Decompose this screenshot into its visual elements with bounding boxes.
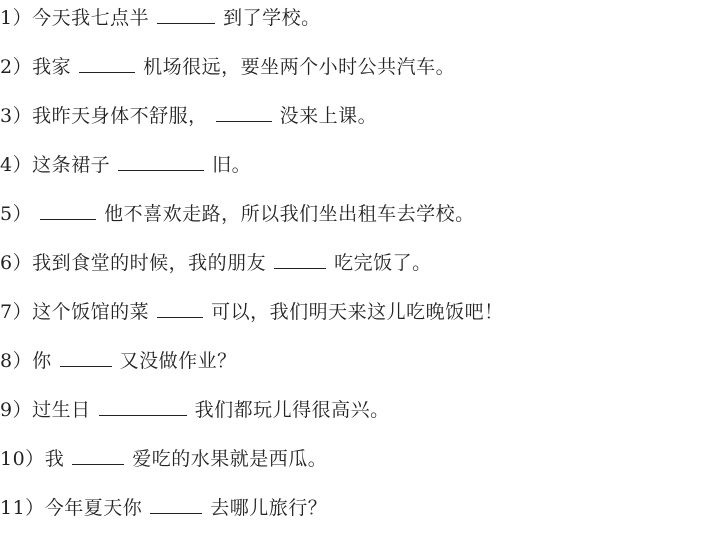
question-10 bbox=[0, 444, 327, 474]
question-text-before: 今天我七点半 bbox=[32, 7, 150, 29]
question-8 bbox=[0, 346, 237, 376]
question-text-before: 你 bbox=[32, 350, 52, 372]
question-number: 11） bbox=[0, 497, 45, 519]
question-11 bbox=[0, 493, 327, 523]
question-text-after: 没来上课。 bbox=[279, 105, 378, 127]
question-4 bbox=[0, 150, 251, 180]
question-text-before: 今年夏天你 bbox=[44, 497, 143, 519]
question-2 bbox=[0, 52, 455, 82]
question-text-after: 到了学校。 bbox=[223, 7, 321, 29]
answer-blank bbox=[216, 103, 272, 122]
question-number: 3） bbox=[0, 105, 33, 127]
question-text-before: 我到食堂的时候，我的朋友 bbox=[32, 252, 267, 274]
question-text-after: 爱吃的水果就是西瓜。 bbox=[132, 448, 328, 470]
question-7 bbox=[0, 297, 504, 327]
question-text-after: 旧。 bbox=[212, 154, 252, 176]
question-text-after: 他不喜欢走路，所以我们坐出租车去学校。 bbox=[104, 203, 475, 225]
question-text-before: 我 bbox=[44, 448, 65, 470]
question-text-after: 吃完饭了。 bbox=[334, 252, 432, 274]
question-number: 9） bbox=[0, 399, 33, 421]
answer-blank bbox=[157, 299, 203, 318]
answer-blank bbox=[72, 446, 124, 465]
answer-blank bbox=[118, 152, 204, 171]
question-number: 6） bbox=[0, 252, 33, 274]
answer-blank bbox=[40, 201, 96, 220]
question-text-before: 过生日 bbox=[32, 399, 91, 421]
question-6 bbox=[0, 248, 432, 278]
answer-blank bbox=[99, 397, 187, 416]
question-1 bbox=[0, 3, 321, 33]
question-text-after: 又没做作业？ bbox=[119, 350, 237, 372]
question-text-before: 我昨天身体不舒服， bbox=[32, 105, 208, 127]
answer-blank bbox=[274, 250, 326, 269]
question-text-before: 我家 bbox=[32, 56, 72, 78]
question-text-after: 去哪儿旅行？ bbox=[210, 497, 328, 519]
question-number: 4） bbox=[0, 154, 33, 176]
answer-blank bbox=[150, 495, 202, 514]
question-3 bbox=[0, 101, 377, 131]
question-number: 8） bbox=[0, 350, 33, 372]
question-text-before: 这条裙子 bbox=[32, 154, 111, 176]
question-text-before: 这个饭馆的菜 bbox=[32, 301, 150, 323]
question-number: 5） bbox=[0, 203, 33, 225]
question-text-after: 可以，我们明天来这儿吃晚饭吧！ bbox=[211, 301, 504, 323]
question-number: 2） bbox=[0, 56, 33, 78]
question-number: 7） bbox=[0, 301, 33, 323]
question-5 bbox=[0, 199, 475, 229]
question-9 bbox=[0, 395, 390, 425]
answer-blank bbox=[79, 54, 135, 73]
question-text-after: 机场很远，要坐两个小时公共汽车。 bbox=[143, 56, 456, 78]
answer-blank bbox=[60, 348, 112, 367]
question-text-after: 我们都玩儿得很高兴。 bbox=[194, 399, 390, 421]
question-number: 10） bbox=[0, 448, 45, 470]
question-number: 1） bbox=[0, 7, 33, 29]
answer-blank bbox=[157, 5, 215, 24]
